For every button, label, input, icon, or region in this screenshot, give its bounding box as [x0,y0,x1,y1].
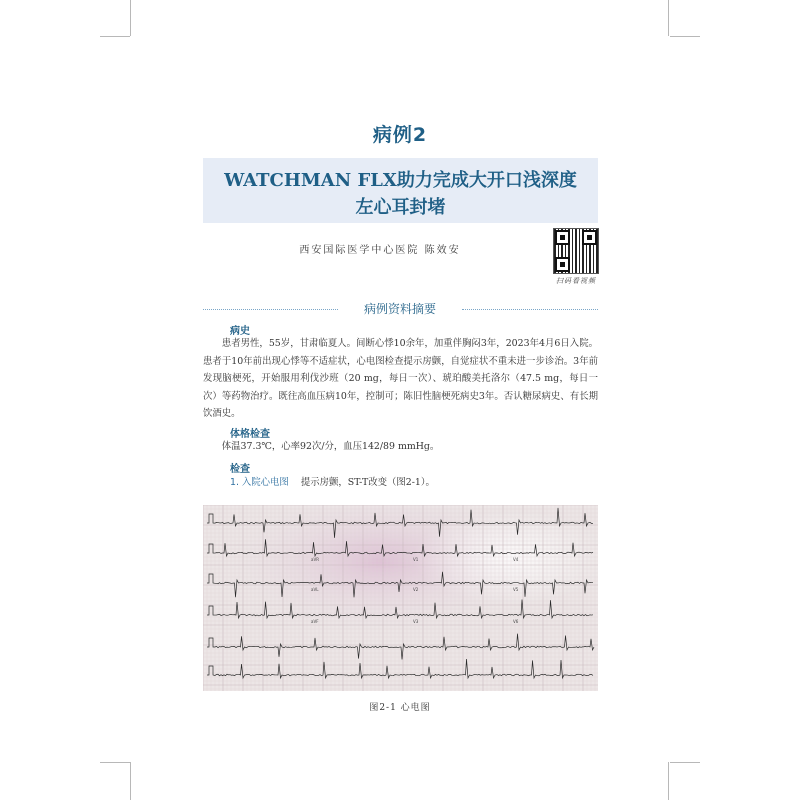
crop-mark [100,762,130,763]
crop-mark [100,36,130,37]
divider-right [462,309,598,310]
figure-caption: 图2-1 心电图 [369,703,431,713]
history-text: 患者男性，55岁，甘肃临夏人。间断心悸10余年，加重伴胸闷3年，2023年4月6日入院。患者于10年前出现心悸等不适症状，心电图检查提示房颤，自觉症状不重未进一步诊治。3年前发现脑梗死，开始服用利伐沙班（20 mg，每日一次）、琥珀酸美托洛尔（47.5 mg，每日一次）等药物治疗。既往高血压病10年，控制可；陈旧性脑梗死病史3年。否认糖尿病史、有长期饮酒史。 [203,338,598,420]
crop-mark [130,762,131,800]
case-number: 病例2 [372,124,428,146]
physical-exam-text: 体温37.3℃，心率92次/分，血压142/89 mmHg。 [221,441,440,452]
examination-item-text: 提示房颤，ST-T改变（图2-1）。 [300,477,435,488]
ecg-lead-label: aVR [311,557,319,562]
ecg-lead-label: aVL [311,587,319,592]
crop-mark [670,762,700,763]
physical-exam-heading: 体格检查 [230,429,270,440]
title-line-1: WATCHMAN FLX助力完成大开口浅深度 [224,170,577,191]
ecg-lead-label: V1 [413,557,419,562]
ecg-image [203,505,598,691]
ecg-lead-label: V6 [513,619,519,624]
ecg-lead-label: V5 [513,587,519,592]
ecg-lead-label: V2 [413,587,419,592]
examination-item-label: 1. 入院心电图 [230,477,289,488]
crop-mark [670,36,700,37]
ecg-lead-label: V4 [513,557,519,562]
qr-finder-icon [555,230,570,245]
title-banner [203,158,598,223]
qr-label: 扫码看视频 [556,277,596,285]
qr-finder-icon [582,230,597,245]
author-line: 西安国际医学中心医院 陈效安 [299,245,461,256]
divider-left [203,309,338,310]
qr-code-icon[interactable] [553,228,599,274]
crop-mark [130,0,131,36]
section-heading: 病例资料摘要 [363,302,436,316]
crop-mark [668,762,669,800]
qr-finder-icon [555,257,570,272]
crop-mark [668,0,669,36]
ecg-lead-label: V3 [413,619,419,624]
examination-item [230,474,435,488]
examination-heading: 检查 [230,464,250,475]
ecg-figure [203,505,598,691]
title-line-2: 左心耳封堵 [355,197,446,218]
history-heading: 病史 [230,326,250,337]
ecg-lead-label: aVF [311,619,319,624]
